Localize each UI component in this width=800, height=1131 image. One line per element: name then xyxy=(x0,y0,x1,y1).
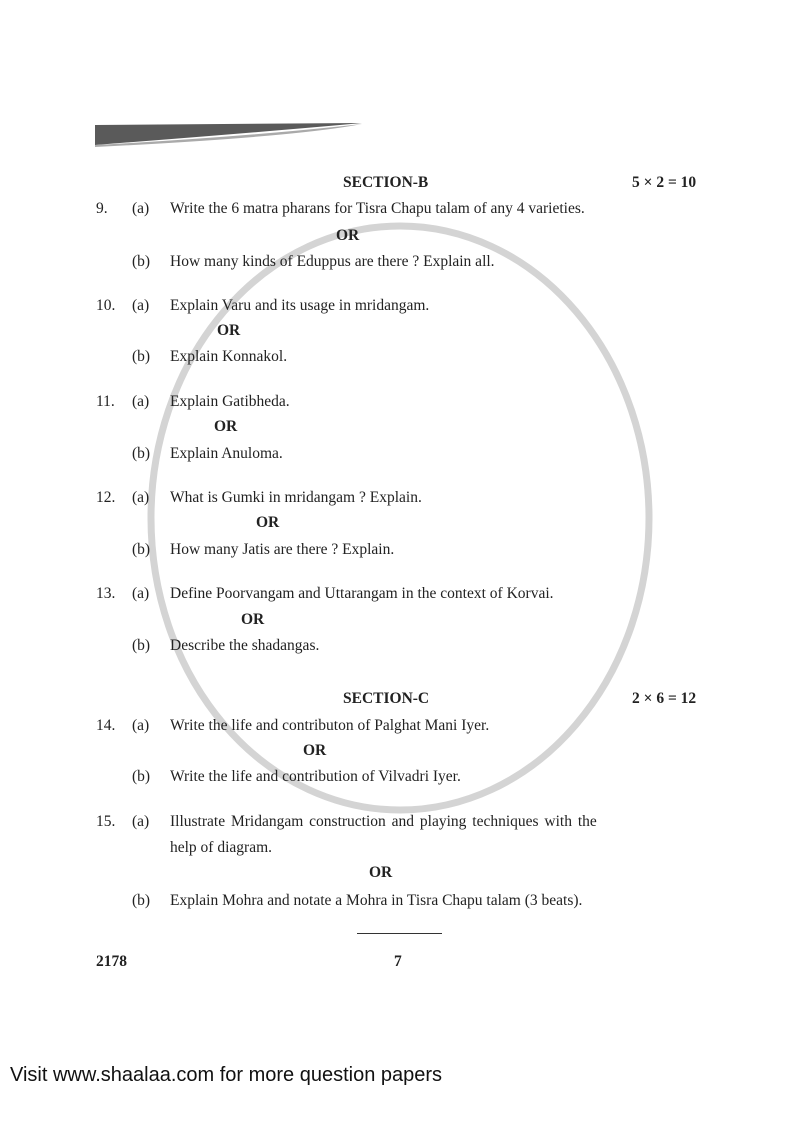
question-text: Explain Mohra and notate a Mohra in Tisra Chapu talam (3 beats). xyxy=(170,892,583,909)
question-text: How many Jatis are there ? Explain. xyxy=(170,541,395,558)
part-label: (b) xyxy=(132,253,151,270)
question-number: 14. xyxy=(96,717,116,734)
question-text: Explain Gatibheda. xyxy=(170,393,290,410)
or-label: OR xyxy=(241,611,265,628)
or-label: OR xyxy=(217,322,241,339)
header-decoration-bar xyxy=(95,123,365,149)
question-number: 12. xyxy=(96,489,116,506)
question-text: Explain Konnakol. xyxy=(170,348,288,365)
section-c-title: SECTION-C xyxy=(343,690,430,707)
part-label: (a) xyxy=(132,585,150,602)
question-text: How many kinds of Eduppus are there ? Explain all. xyxy=(170,253,495,270)
or-label: OR xyxy=(336,227,360,244)
paper-code: 2178 xyxy=(96,953,127,970)
part-label: (a) xyxy=(132,813,150,830)
part-label: (a) xyxy=(132,393,150,410)
part-label: (a) xyxy=(132,489,150,506)
question-text: Explain Anuloma. xyxy=(170,445,283,462)
part-label: (b) xyxy=(132,892,151,909)
or-label: OR xyxy=(303,742,327,759)
question-text: Describe the shadangas. xyxy=(170,637,320,654)
question-number: 10. xyxy=(96,297,116,314)
part-label: (a) xyxy=(132,717,150,734)
section-b-marks: 5 × 2 = 10 xyxy=(632,174,697,191)
or-label: OR xyxy=(369,864,393,881)
part-label: (b) xyxy=(132,445,151,462)
question-text: Write the life and contributon of Palghat Mani Iyer. xyxy=(170,717,490,734)
part-label: (b) xyxy=(132,348,151,365)
question-text-continued: help of diagram. xyxy=(170,839,273,856)
question-text: Define Poorvangam and Uttarangam in the context of Korvai. xyxy=(170,585,554,602)
site-footer-text: Visit www.shaalaa.com for more question papers xyxy=(10,1064,443,1086)
part-label: (b) xyxy=(132,768,151,785)
question-text: What is Gumki in mridangam ? Explain. xyxy=(170,489,422,506)
part-label: (a) xyxy=(132,297,150,314)
question-text: Write the life and contribution of Vilvadri Iyer. xyxy=(170,768,461,785)
part-label: (a) xyxy=(132,200,150,217)
question-text: Illustrate Mridangam construction and playing techniques with the xyxy=(170,813,597,830)
question-number: 9. xyxy=(96,200,108,217)
question-text: Write the 6 matra pharans for Tisra Chapu talam of any 4 varieties. xyxy=(170,200,585,217)
or-label: OR xyxy=(256,514,280,531)
page-number: 7 xyxy=(394,953,402,970)
question-number: 11. xyxy=(96,393,115,410)
or-label: OR xyxy=(214,418,238,435)
part-label: (b) xyxy=(132,637,151,654)
question-number: 15. xyxy=(96,813,116,830)
question-text: Explain Varu and its usage in mridangam. xyxy=(170,297,430,314)
part-label: (b) xyxy=(132,541,151,558)
end-rule xyxy=(357,933,442,934)
question-number: 13. xyxy=(96,585,116,602)
section-b-title: SECTION-B xyxy=(343,174,429,191)
section-c-marks: 2 × 6 = 12 xyxy=(632,690,697,707)
